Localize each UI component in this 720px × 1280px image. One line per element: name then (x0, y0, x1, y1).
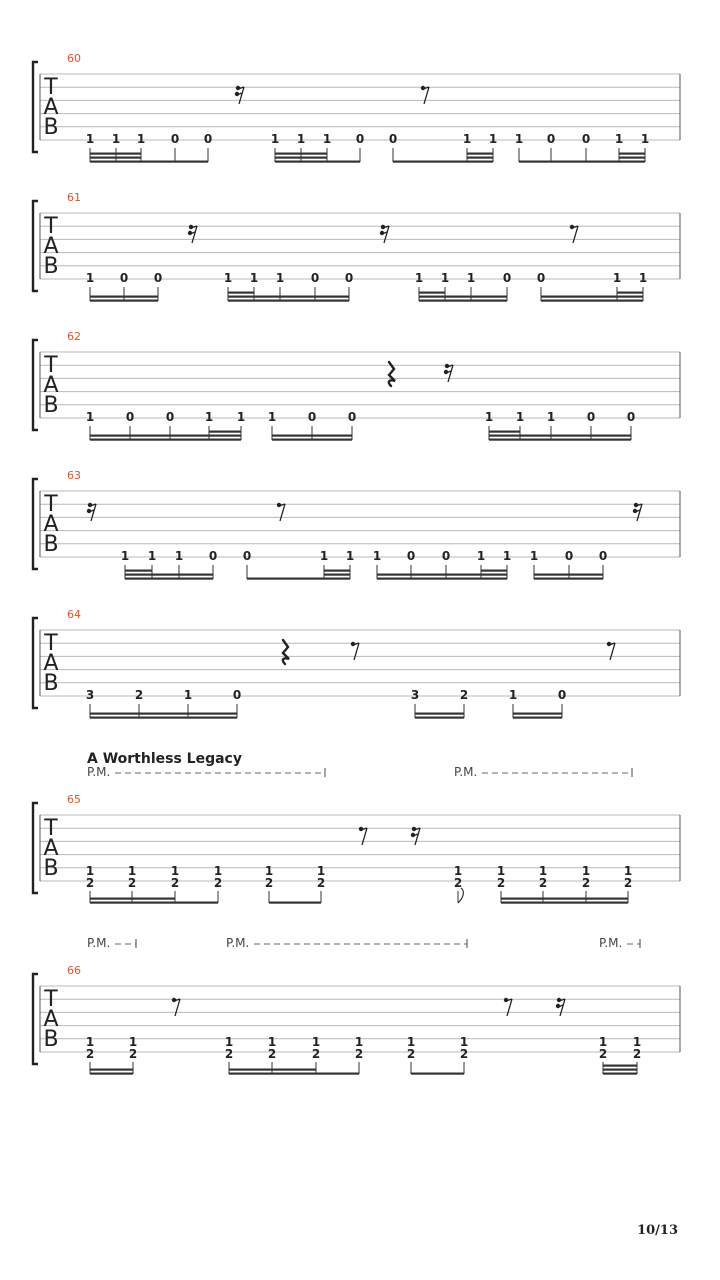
beam (501, 902, 628, 904)
beam (541, 296, 643, 298)
fret-number: 0 (355, 132, 365, 146)
fret-number: 1 (462, 132, 472, 146)
tab-clef-letter: T (44, 987, 58, 1012)
system-bracket (33, 803, 38, 893)
fret-number: 1 (484, 410, 494, 424)
fret-number: 1 (120, 549, 130, 563)
tab-system (33, 469, 680, 580)
fret-number: 1 (267, 1035, 277, 1049)
fret-number: 1 (224, 1035, 234, 1049)
system-bracket (33, 340, 38, 430)
beam (90, 153, 141, 155)
beam (513, 713, 562, 715)
beam (90, 1069, 133, 1071)
rest-stem (354, 643, 359, 660)
beam (419, 300, 507, 302)
beam (603, 1069, 637, 1071)
measure-number: 61 (67, 191, 81, 204)
tab-clef-letter: T (44, 214, 58, 239)
rest-stem (415, 828, 420, 845)
fret-number: 1 (414, 271, 424, 285)
fret-number: 1 (322, 132, 332, 146)
beam (228, 296, 349, 298)
fret-number: 0 (347, 410, 357, 424)
beam (209, 431, 241, 433)
tab-system (33, 52, 680, 163)
fret-number: 2 (128, 1047, 138, 1061)
fret-number: 2 (632, 1047, 642, 1061)
fret-number: 1 (111, 132, 121, 146)
system-bracket (33, 974, 38, 1064)
beam (247, 578, 350, 580)
fret-number: 0 (203, 132, 213, 146)
fret-number: 1 (546, 410, 556, 424)
tab-clef-letter: A (43, 651, 59, 676)
fret-number: 0 (153, 271, 163, 285)
beam (324, 570, 350, 572)
beam (90, 435, 241, 437)
fret-number: 2 (264, 876, 274, 890)
tab-clef-letter: B (43, 1027, 59, 1052)
fret-number: 1 (270, 132, 280, 146)
beam-group (243, 549, 354, 580)
beam (489, 435, 631, 437)
tab-system (33, 793, 680, 904)
fret-number: 1 (213, 864, 223, 878)
beam-group (265, 864, 325, 904)
fret-number: 0 (170, 132, 180, 146)
beam (90, 1073, 133, 1075)
fret-number: 0 (242, 549, 252, 563)
fret-number: 1 (632, 1035, 642, 1049)
fret-number: 1 (529, 549, 539, 563)
fret-number: 1 (296, 132, 306, 146)
beam (272, 435, 352, 437)
beam-group (224, 271, 353, 302)
fret-number: 1 (316, 864, 326, 878)
beam (90, 300, 158, 302)
tab-clef-letter: B (43, 254, 59, 279)
tab-system (33, 608, 680, 719)
fret-number: 0 (119, 271, 129, 285)
beam-group (599, 1035, 641, 1075)
beam (324, 574, 350, 576)
fret-number: 1 (453, 864, 463, 878)
fret-number: 1 (174, 549, 184, 563)
fret-number: 1 (502, 549, 512, 563)
palm-mute-label: P.M. (599, 936, 623, 950)
tab-clef-letter: T (44, 353, 58, 378)
beam-group (86, 688, 241, 719)
fret-number: 2 (213, 876, 223, 890)
measure-number: 65 (67, 793, 81, 806)
tab-clef-letter: A (43, 95, 59, 120)
beam (419, 296, 507, 298)
fret-number: 0 (564, 549, 574, 563)
measure-number: 60 (67, 52, 81, 65)
fret-number: 1 (236, 410, 246, 424)
tab-clef-letter: A (43, 234, 59, 259)
beam (228, 292, 254, 294)
rest-stem (448, 365, 453, 382)
fret-number: 1 (128, 1035, 138, 1049)
fret-number: 1 (538, 864, 548, 878)
fret-number: 2 (459, 1047, 469, 1061)
tab-system (33, 964, 680, 1075)
beam (90, 713, 237, 715)
tab-clef-letter: T (44, 816, 58, 841)
beam (415, 717, 464, 719)
beam-group (389, 132, 497, 163)
rest-stem (424, 87, 429, 104)
beam (393, 161, 493, 163)
beam-group (121, 549, 217, 580)
fret-number: 1 (275, 271, 285, 285)
palm-mute-label: P.M. (87, 765, 111, 779)
fret-number: 1 (459, 1035, 469, 1049)
rest-stem (91, 504, 96, 521)
fret-number: 3 (85, 688, 95, 702)
beam (275, 157, 327, 159)
beam-group (411, 688, 468, 719)
palm-mute (226, 936, 467, 950)
beam-group (515, 132, 649, 163)
tab-clef-letter: T (44, 631, 58, 656)
beam-group (268, 410, 356, 441)
fret-number: 2 (127, 876, 137, 890)
fret-number: 2 (267, 1047, 277, 1061)
beam (534, 578, 603, 580)
fret-number: 1 (147, 549, 157, 563)
fret-number: 1 (127, 864, 137, 878)
fret-number: 1 (85, 132, 95, 146)
fret-number: 0 (626, 410, 636, 424)
beam (90, 902, 218, 904)
fret-number: 1 (204, 410, 214, 424)
fret-number: 0 (546, 132, 556, 146)
beam-group (530, 549, 607, 580)
fret-number: 2 (496, 876, 506, 890)
beam-group (509, 688, 566, 719)
fret-number: 1 (136, 132, 146, 146)
tab-clef-letter: B (43, 532, 59, 557)
fret-number: 0 (125, 410, 135, 424)
fret-number: 0 (502, 271, 512, 285)
beam (272, 439, 352, 441)
beam (125, 578, 213, 580)
fret-number: 1 (514, 132, 524, 146)
beam (519, 161, 645, 163)
beam-group (86, 1035, 137, 1075)
fret-number: 2 (581, 876, 591, 890)
fret-number: 1 (85, 864, 95, 878)
beam (467, 157, 493, 159)
beam (228, 300, 349, 302)
tab-clef-letter: A (43, 512, 59, 537)
beam-group (86, 271, 162, 302)
beam-group (497, 864, 632, 904)
fret-number: 1 (598, 1035, 608, 1049)
beam (90, 296, 158, 298)
beam (125, 570, 152, 572)
beam-group (537, 271, 647, 302)
fret-number: 1 (515, 410, 525, 424)
fret-number: 1 (319, 549, 329, 563)
fret-number: 2 (134, 688, 144, 702)
beam-group (86, 132, 212, 163)
beam (603, 1065, 637, 1067)
fret-number: 1 (354, 1035, 364, 1049)
fret-number: 1 (406, 1035, 416, 1049)
tab-system (33, 330, 680, 441)
palm-mute (454, 765, 632, 779)
fret-number: 2 (170, 876, 180, 890)
beam (501, 898, 628, 900)
fret-number: 1 (372, 549, 382, 563)
fret-number: 1 (267, 410, 277, 424)
fret-number: 1 (466, 271, 476, 285)
fret-number: 1 (638, 271, 648, 285)
rest-stem (573, 226, 578, 243)
rest-stem (239, 87, 244, 104)
fret-number: 0 (441, 549, 451, 563)
system-bracket (33, 479, 38, 569)
beam (541, 300, 643, 302)
beam (419, 292, 445, 294)
fret-number: 0 (208, 549, 218, 563)
beam (90, 157, 141, 159)
beam (275, 153, 327, 155)
fret-number: 1 (440, 271, 450, 285)
fret-number: 1 (581, 864, 591, 878)
beam (377, 578, 507, 580)
palm-mute-label: P.M. (226, 936, 250, 950)
tab-clef-letter: A (43, 373, 59, 398)
fret-number: 0 (344, 271, 354, 285)
fret-number: 2 (598, 1047, 608, 1061)
tab-clef-letter: A (43, 1007, 59, 1032)
beam (90, 717, 237, 719)
beam (603, 1073, 637, 1075)
beam-group (415, 271, 511, 302)
beam (229, 1073, 359, 1075)
fret-number: 1 (345, 549, 355, 563)
beam-group (271, 132, 364, 163)
beam-group (86, 864, 222, 904)
fret-number: 2 (224, 1047, 234, 1061)
fret-number: 1 (170, 864, 180, 878)
palm-mute-label: P.M. (454, 765, 478, 779)
section-title: A Worthless Legacy (87, 751, 242, 767)
fret-number: 2 (85, 876, 95, 890)
fret-number: 1 (311, 1035, 321, 1049)
fret-number: 1 (508, 688, 518, 702)
tab-clef-letter: B (43, 115, 59, 140)
beam (269, 902, 321, 904)
rest-stem (384, 226, 389, 243)
system-bracket (33, 62, 38, 152)
tab-system (33, 191, 680, 302)
beam (617, 292, 643, 294)
fret-number: 2 (453, 876, 463, 890)
fret-number: 2 (316, 876, 326, 890)
palm-mute (87, 765, 325, 779)
beam (90, 898, 175, 900)
tab-clef-letter: B (43, 856, 59, 881)
beam (415, 713, 464, 715)
measure-number: 62 (67, 330, 81, 343)
beam-group (454, 864, 464, 903)
palm-mute (87, 936, 136, 950)
beam (481, 570, 507, 572)
beam (411, 1073, 464, 1075)
fret-number: 0 (388, 132, 398, 146)
beam (489, 439, 631, 441)
fret-number: 1 (85, 410, 95, 424)
fret-number: 1 (476, 549, 486, 563)
tab-clef-letter: B (43, 393, 59, 418)
fret-number: 1 (612, 271, 622, 285)
beam (90, 161, 208, 163)
fret-number: 1 (264, 864, 274, 878)
fret-number: 1 (223, 271, 233, 285)
fret-number: 1 (614, 132, 624, 146)
rest-stem (637, 504, 642, 521)
fret-number: 0 (307, 410, 317, 424)
fret-number: 2 (623, 876, 633, 890)
note-flag (458, 888, 463, 903)
page-number: 10/13 (637, 1223, 678, 1238)
fret-number: 3 (410, 688, 420, 702)
fret-number: 2 (311, 1047, 321, 1061)
rest-stem (362, 828, 367, 845)
fret-number: 2 (538, 876, 548, 890)
beam (619, 153, 645, 155)
measure-number: 64 (67, 608, 81, 621)
beam-group (485, 410, 635, 441)
fret-number: 2 (85, 1047, 95, 1061)
tab-clef-letter: T (44, 75, 58, 100)
beam (90, 439, 241, 441)
palm-mute-label: P.M. (87, 936, 111, 950)
fret-number: 1 (85, 1035, 95, 1049)
measure-number: 63 (67, 469, 81, 482)
fret-number: 0 (536, 271, 546, 285)
fret-number: 1 (640, 132, 650, 146)
fret-number: 0 (581, 132, 591, 146)
tab-clef-letter: A (43, 836, 59, 861)
tab-clef-letter: T (44, 492, 58, 517)
beam (513, 717, 562, 719)
fret-number: 0 (586, 410, 596, 424)
fret-number: 0 (310, 271, 320, 285)
palm-mute (599, 936, 640, 950)
fret-number: 1 (183, 688, 193, 702)
beam (489, 431, 520, 433)
measure-number: 66 (67, 964, 81, 977)
fret-number: 1 (496, 864, 506, 878)
system-bracket (33, 618, 38, 708)
beam (275, 161, 360, 163)
fret-number: 0 (406, 549, 416, 563)
beam-group (373, 549, 511, 580)
fret-number: 0 (557, 688, 567, 702)
beam (467, 153, 493, 155)
rest-stem (610, 643, 615, 660)
beam-group (86, 410, 245, 441)
beam (534, 574, 603, 576)
rest-stem (560, 999, 565, 1016)
fret-number: 2 (354, 1047, 364, 1061)
beam (125, 574, 213, 576)
beam (229, 1069, 316, 1071)
beam (619, 157, 645, 159)
fret-number: 2 (406, 1047, 416, 1061)
rest-stem (192, 226, 197, 243)
fret-number: 1 (623, 864, 633, 878)
rest-stem (507, 999, 512, 1016)
beam-group (407, 1035, 468, 1075)
system-bracket (33, 201, 38, 291)
fret-number: 1 (249, 271, 259, 285)
fret-number: 0 (165, 410, 175, 424)
rest-stem (280, 504, 285, 521)
fret-number: 0 (232, 688, 242, 702)
beam (377, 574, 507, 576)
rest-stem (175, 999, 180, 1016)
beam-group (225, 1035, 363, 1075)
fret-number: 0 (598, 549, 608, 563)
tab-clef-letter: B (43, 671, 59, 696)
fret-number: 2 (459, 688, 469, 702)
fret-number: 1 (85, 271, 95, 285)
fret-number: 1 (488, 132, 498, 146)
